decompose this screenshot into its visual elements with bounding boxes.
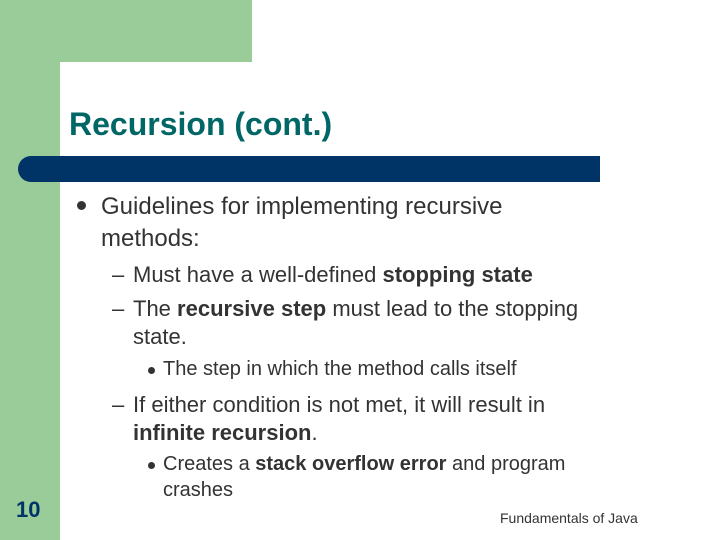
bullet-1-line-2: methods: bbox=[101, 225, 200, 252]
slide-title: Recursion (cont.) bbox=[69, 106, 333, 142]
sub-sub-bullet-3a-text: Creates a bbox=[163, 453, 256, 475]
bullet-1-line-1: Guidelines for implementing recursive bbox=[101, 193, 503, 220]
bullet-icon bbox=[148, 462, 155, 469]
dash-icon: – bbox=[112, 296, 125, 321]
sub-sub-bullet-3a-line-2: crashes bbox=[163, 479, 234, 501]
sub-bullet-1-text: Must have a well-defined bbox=[133, 262, 383, 287]
sub-bullet-1-emphasis: stopping state bbox=[382, 262, 533, 287]
sub-bullet-2-text-end: must lead to the stopping bbox=[326, 296, 579, 321]
sub-bullet-3-line-1: If either condition is not met, it will result in bbox=[133, 392, 546, 417]
sub-bullet-2-line-2: state. bbox=[133, 324, 187, 349]
sub-bullet-2-line-1 bbox=[133, 296, 578, 322]
sub-sub-bullet-3a-line-1 bbox=[163, 453, 565, 476]
bullet-icon bbox=[148, 367, 155, 374]
dash-icon: – bbox=[112, 392, 125, 417]
sub-sub-bullet-3a-emphasis: stack overflow error bbox=[255, 453, 447, 475]
dash-icon: – bbox=[112, 262, 125, 287]
sub-sub-bullet-3a-text-end: and program bbox=[446, 453, 566, 475]
sub-bullet-3-emphasis: infinite recursion bbox=[133, 420, 312, 445]
sub-bullet-1 bbox=[133, 262, 533, 288]
sub-bullet-3-line-2 bbox=[133, 420, 318, 446]
sub-bullet-2-emphasis: recursive step bbox=[177, 296, 327, 321]
bullet-icon bbox=[77, 201, 86, 210]
slide-number: 10 bbox=[16, 497, 41, 522]
decor-green-left bbox=[0, 0, 60, 540]
title-underline-bar bbox=[18, 156, 600, 182]
sub-sub-bullet-2a: The step in which the method calls itself bbox=[163, 358, 517, 380]
sub-bullet-3-period: . bbox=[311, 420, 318, 445]
slide-footer: Fundamentals of Java bbox=[500, 510, 638, 526]
sub-bullet-2-text: The bbox=[133, 296, 178, 321]
